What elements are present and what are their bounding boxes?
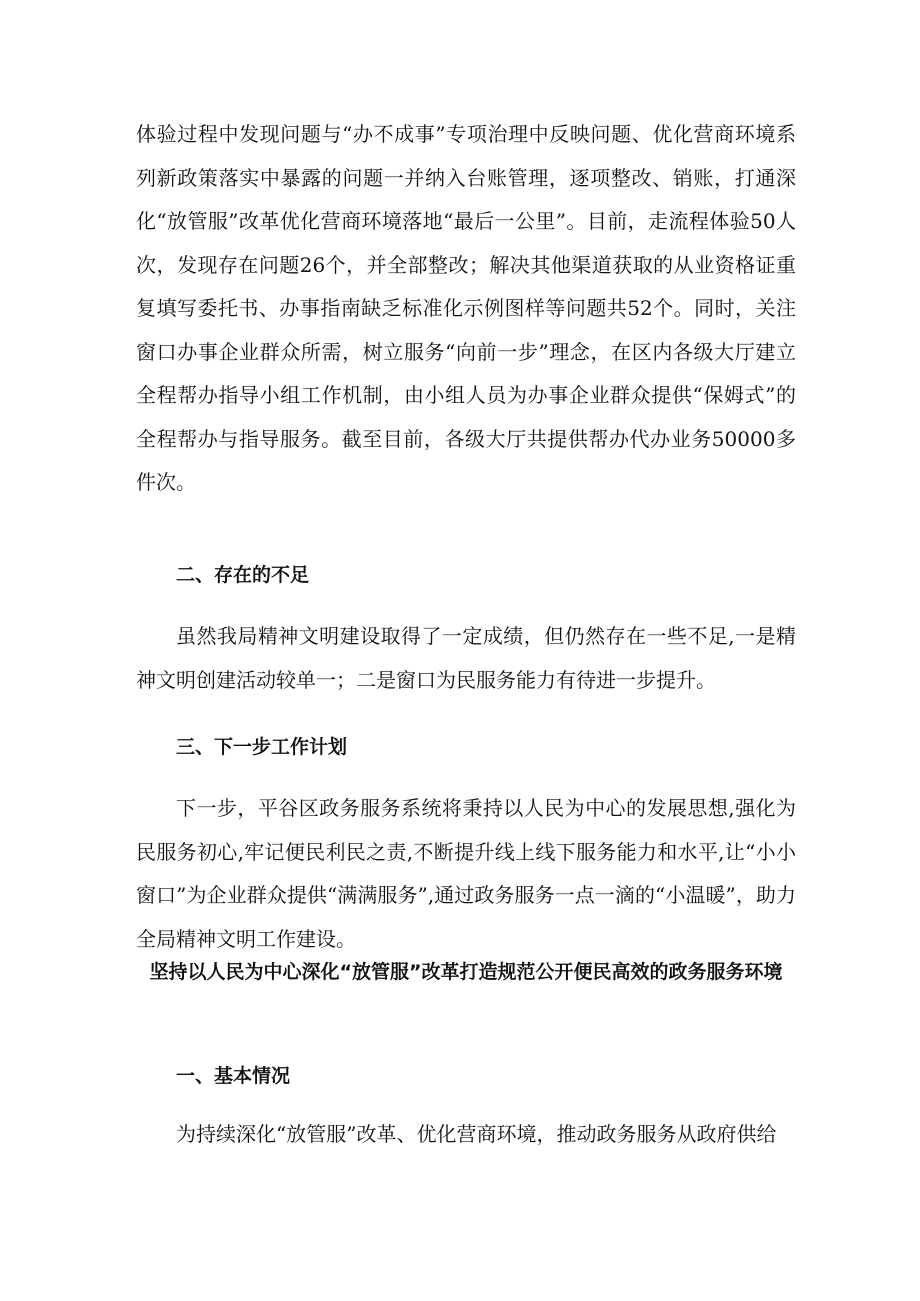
section-one-paragraph: 为持续深化“放管服”改革、优化营商环境，推动政务服务从政府供给 — [176, 1122, 777, 1146]
section-one-heading: 一、基本情况 — [176, 1065, 291, 1087]
continuation-paragraph: 体验过程中发现问题与“办不成事”专项治理中反映问题、优化营商环境系列新政策落实中暴露的问题一并纳入台账管理，逐项整改、销账，打通深化“放管服”改革优化营商环境落地“最后一公里”。目前，走流程体验50人次，发现存在问题26个，并全部整改；解决其他渠道获取的从业资格证重复填写委托书、办事指南缺乏标准化示例图样等问题共52个。同时，关注窗口办事企业群众所需，树立服务“向前一步”理念，在区内各级大厅建立全程帮办指导小组工作机制，由小组人员为办事企业群众提供“保姆式”的全程帮办与指导服务。截至目前，各级大厅共提供帮办代办业务50000多件次。 — [136, 122, 796, 494]
section-two-paragraph: 虽然我局精神文明建设取得了一定成绩，但仍然存在一些不足,一是精神文明创建活动较单一；二是窗口为民服务能力有待进一步提升。 — [136, 624, 796, 692]
article-title: 坚持以人民为中心深化“放管服”改革打造规范公开便民高效的政务服务环境 — [149, 961, 783, 983]
section-three-paragraph: 下一步，平谷区政务服务系统将秉持以人民为中心的发展思想,强化为民服务初心,牢记便民利民之责,不断提升线上线下服务能力和水平,让“小小窗口”为企业群众提供“满满服务”,通过政务服务一点一滴的“小温暖”，助力全局精神文明工作建设。 — [136, 796, 796, 951]
section-three-heading: 三、下一步工作计划 — [176, 736, 348, 758]
section-two-heading: 二、存在的不足 — [176, 564, 310, 586]
